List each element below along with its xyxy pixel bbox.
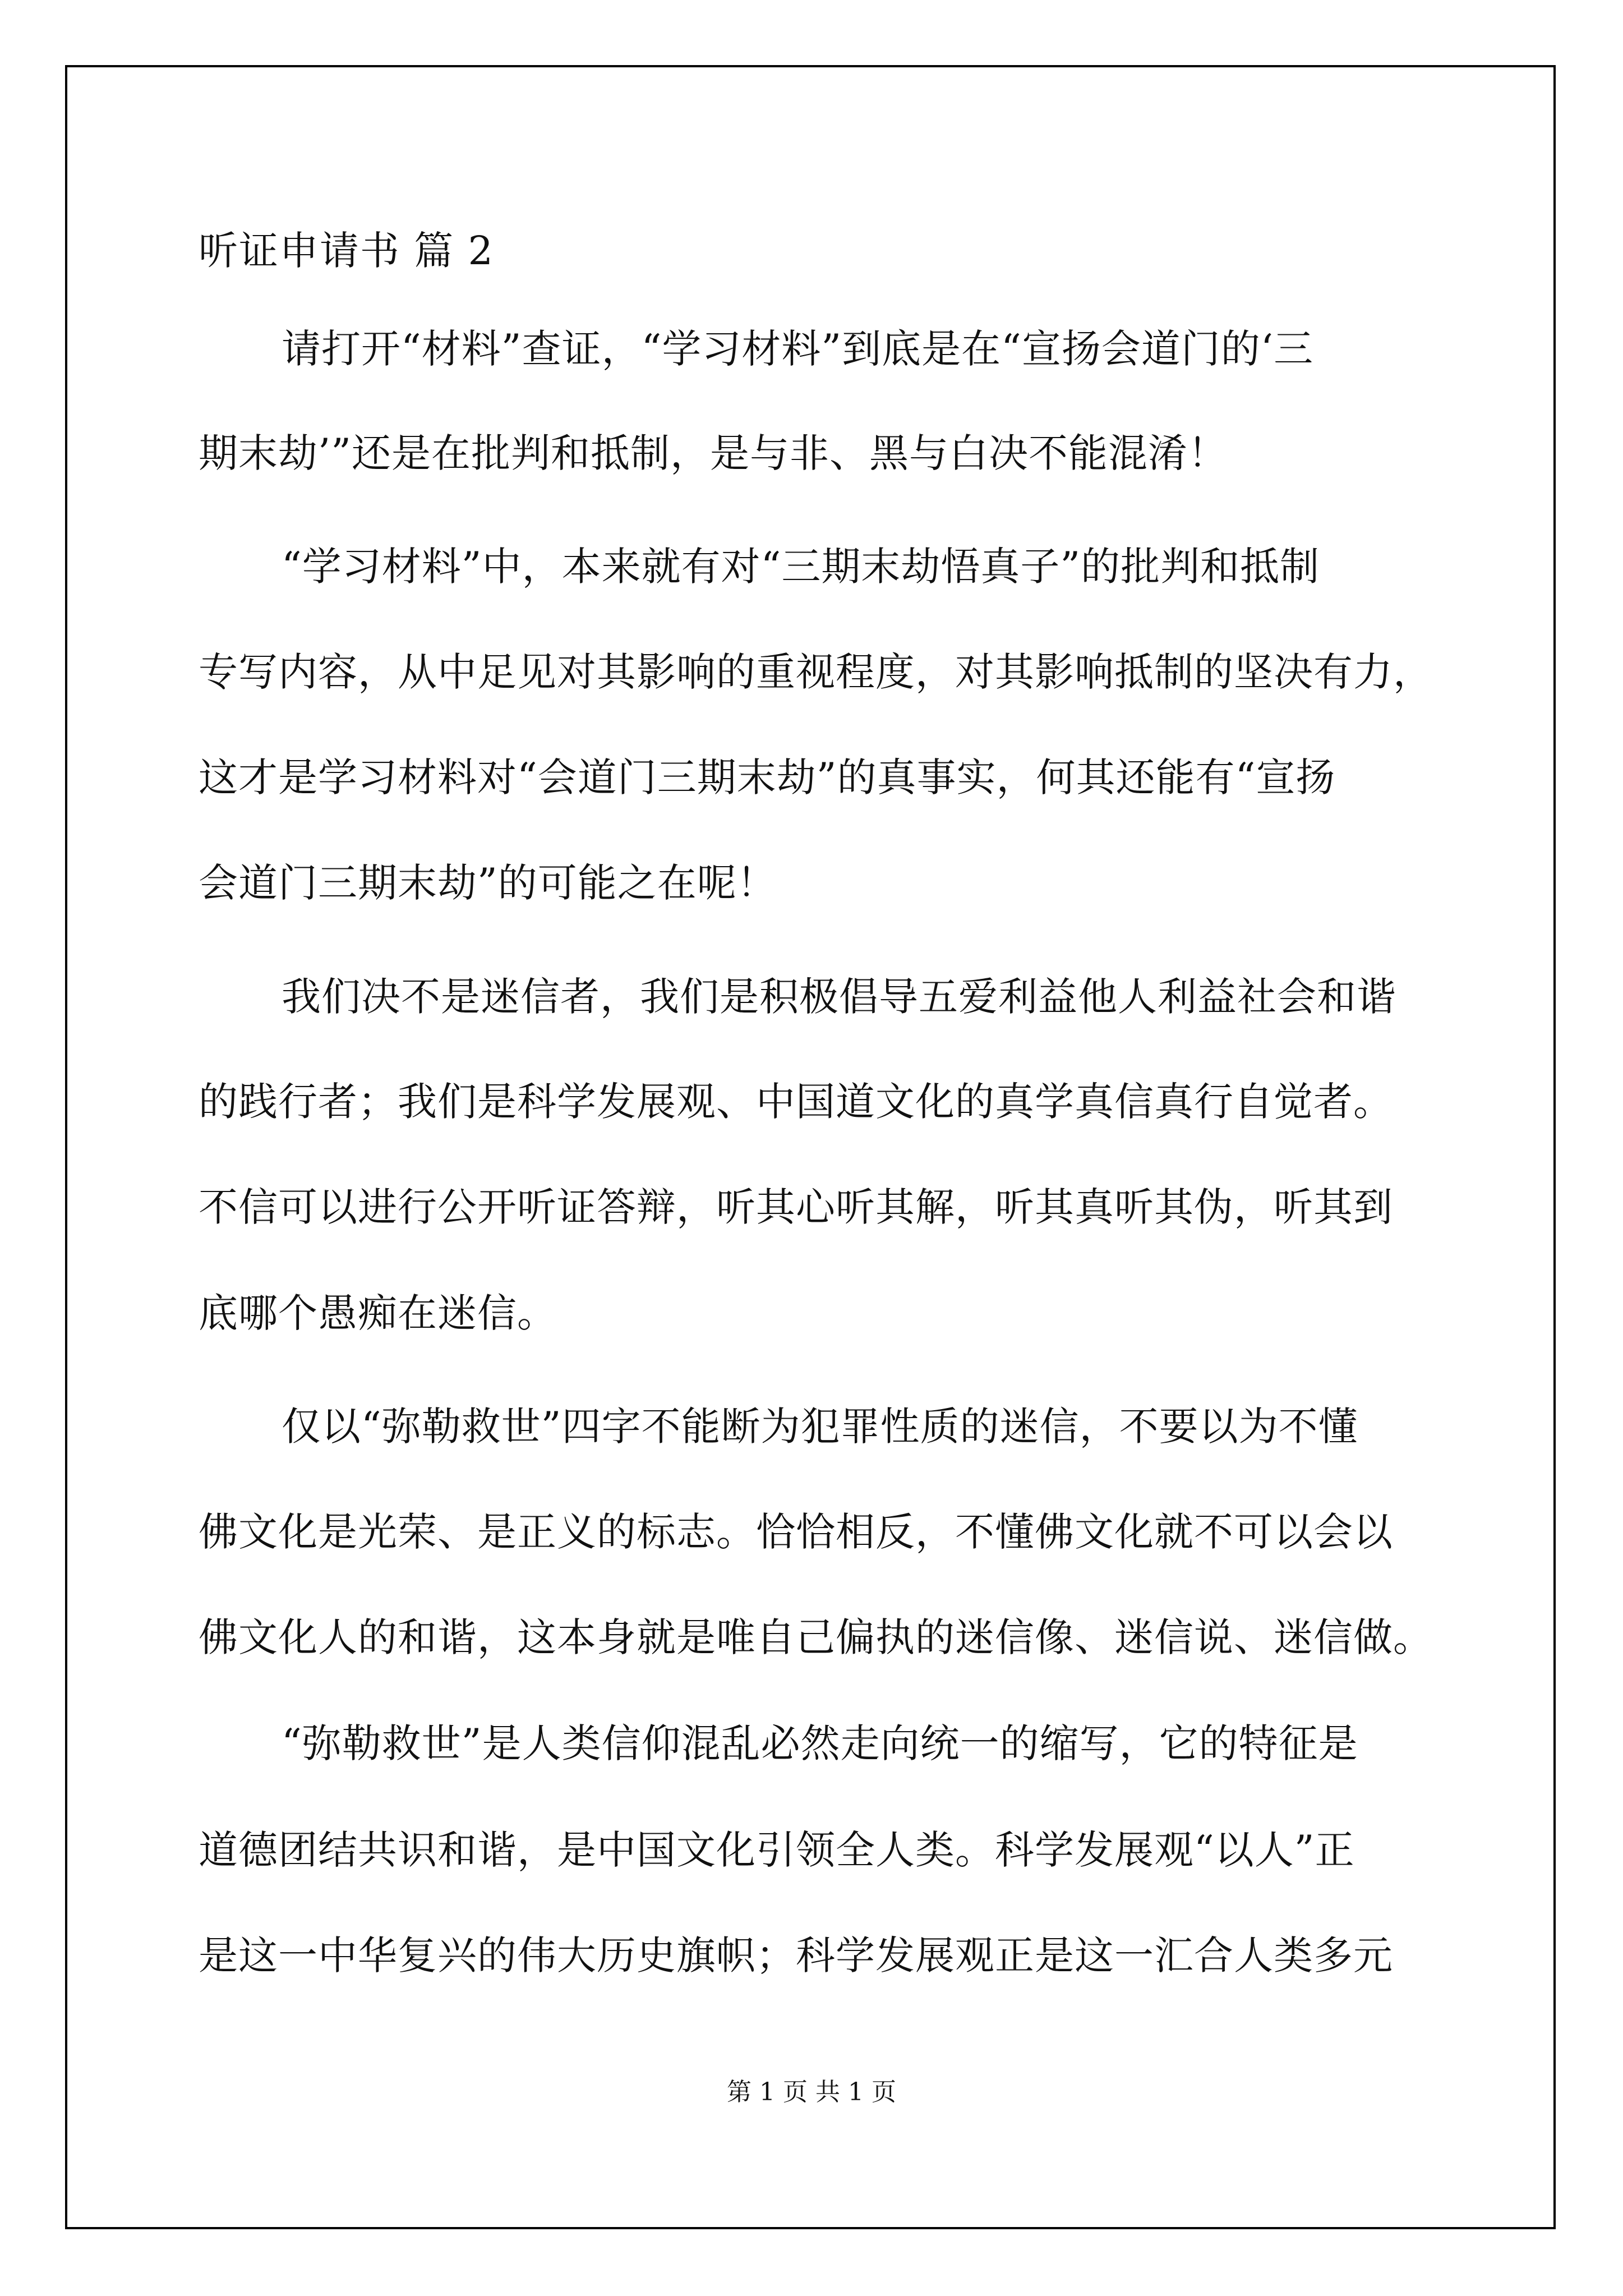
text-line: 的践行者；我们是科学发展观、中国道文化的真学真信真行自觉者。 xyxy=(199,1079,1393,1125)
document-title: 听证申请书 篇 2 xyxy=(199,228,495,274)
text-line: “弥勒救世”是人类信仰混乱必然走向统一的缩写，它的特征是 xyxy=(282,1720,1358,1766)
text-line: 道德团结共识和谐，是中国文化引领全人类。科学发展观“以人”正 xyxy=(199,1827,1355,1873)
text-line: 佛文化是光荣、是正义的标志。恰恰相反，不懂佛文化就不可以会以 xyxy=(199,1509,1393,1555)
text-line: 佛文化人的和谐，这本身就是唯自己偏执的迷信像、迷信说、迷信做。 xyxy=(199,1614,1433,1660)
text-line: 仅以“弥勒救世”四字不能断为犯罪性质的迷信，不要以为不懂 xyxy=(282,1404,1358,1450)
page-number: 第 1 页 共 1 页 xyxy=(727,2078,896,2106)
page-border xyxy=(65,65,1556,2229)
text-line: 我们决不是迷信者，我们是积极倡导五爱利益他人利益社会和谐 xyxy=(282,974,1396,1020)
text-line: 是这一中华复兴的伟大历史旗帜；科学发展观正是这一汇合人类多元 xyxy=(199,1932,1393,1978)
text-line: 请打开“材料”查证，“学习材料”到底是在“宣扬会道门的‘三 xyxy=(282,326,1314,372)
text-line: 不信可以进行公开听证答辩，听其心听其解，听其真听其伪，听其到 xyxy=(199,1184,1393,1230)
text-line: 期末劫’”还是在批判和抵制，是与非、黑与白决不能混淆！ xyxy=(199,430,1228,476)
text-line: 会道门三期末劫”的可能之在呢！ xyxy=(199,860,777,906)
text-line: 底哪个愚痴在迷信。 xyxy=(199,1290,557,1336)
text-line: “学习材料”中，本来就有对“三期末劫悟真子”的批判和抵制 xyxy=(282,544,1320,590)
text-line: 这才是学习材料对“会道门三期末劫”的真事实，何其还能有“宣扬 xyxy=(199,754,1336,800)
text-line: 专写内容，从中足见对其影响的重视程度，对其影响抵制的坚决有力， xyxy=(199,649,1433,695)
